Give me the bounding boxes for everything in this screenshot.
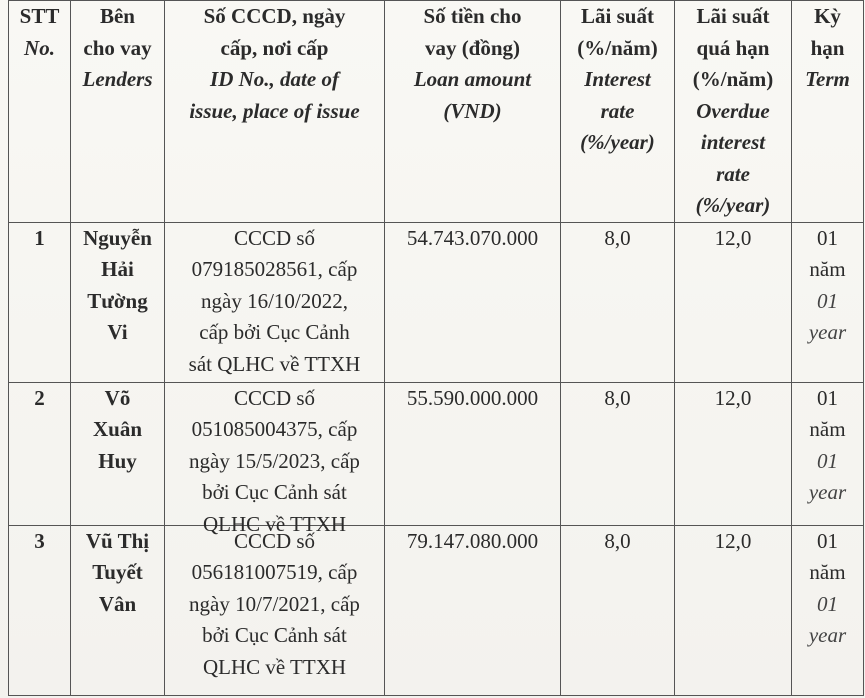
header-id: Số CCCD, ngày cấp, nơi cấp ID No., date of issue, place of issue [165,1,385,223]
lender-name: Nguyễn Hải Tường Vi [71,222,165,382]
row-no: 1 [9,222,71,382]
table-row [9,222,864,382]
header-no: STT No. [9,1,71,223]
header-overdue-rate: Lãi suất quá hạn (%/năm) Overdue interest rate (%/year) [675,1,792,223]
header-amount: Số tiền cho vay (đồng) Loan amount (VND) [385,1,561,223]
overdue-rate: 12,0 [675,525,792,695]
header-lender: Bên cho vay Lenders [71,1,165,223]
loan-term: 01 năm 01 year [792,222,864,382]
interest-rate: 8,0 [561,222,675,382]
overdue-rate: 12,0 [675,222,792,382]
row-no: 2 [9,382,71,525]
id-details: CCCD số 056181007519, cấp ngày 10/7/2021, cấp bởi Cục Cảnh sát QLHC về TTXH [165,525,385,695]
row-no: 3 [9,525,71,695]
table-row [9,382,864,525]
loan-amount: 79.147.080.000 [385,525,561,695]
header-interest-rate: Lãi suất (%/năm) Interest rate (%/year) [561,1,675,223]
overdue-rate: 12,0 [675,382,792,525]
loan-table [8,0,864,696]
loan-amount: 55.590.000.000 [385,382,561,525]
loan-term: 01 năm 01 year [792,525,864,695]
loan-amount: 54.743.070.000 [385,222,561,382]
loan-term: 01 năm 01 year [792,382,864,525]
id-details: CCCD số 051085004375, cấp ngày 15/5/2023, cấp bởi Cục Cảnh sát QLHC về TTXH [165,382,385,525]
interest-rate: 8,0 [561,382,675,525]
header-row [9,1,864,223]
table-row [9,525,864,695]
header-term: Kỳ hạn Term [792,1,864,223]
interest-rate: 8,0 [561,525,675,695]
lender-name: Võ Xuân Huy [71,382,165,525]
id-details: CCCD số 079185028561, cấp ngày 16/10/2022, cấp bởi Cục Cảnh sát QLHC về TTXH [165,222,385,382]
lender-name: Vũ Thị Tuyết Vân [71,525,165,695]
